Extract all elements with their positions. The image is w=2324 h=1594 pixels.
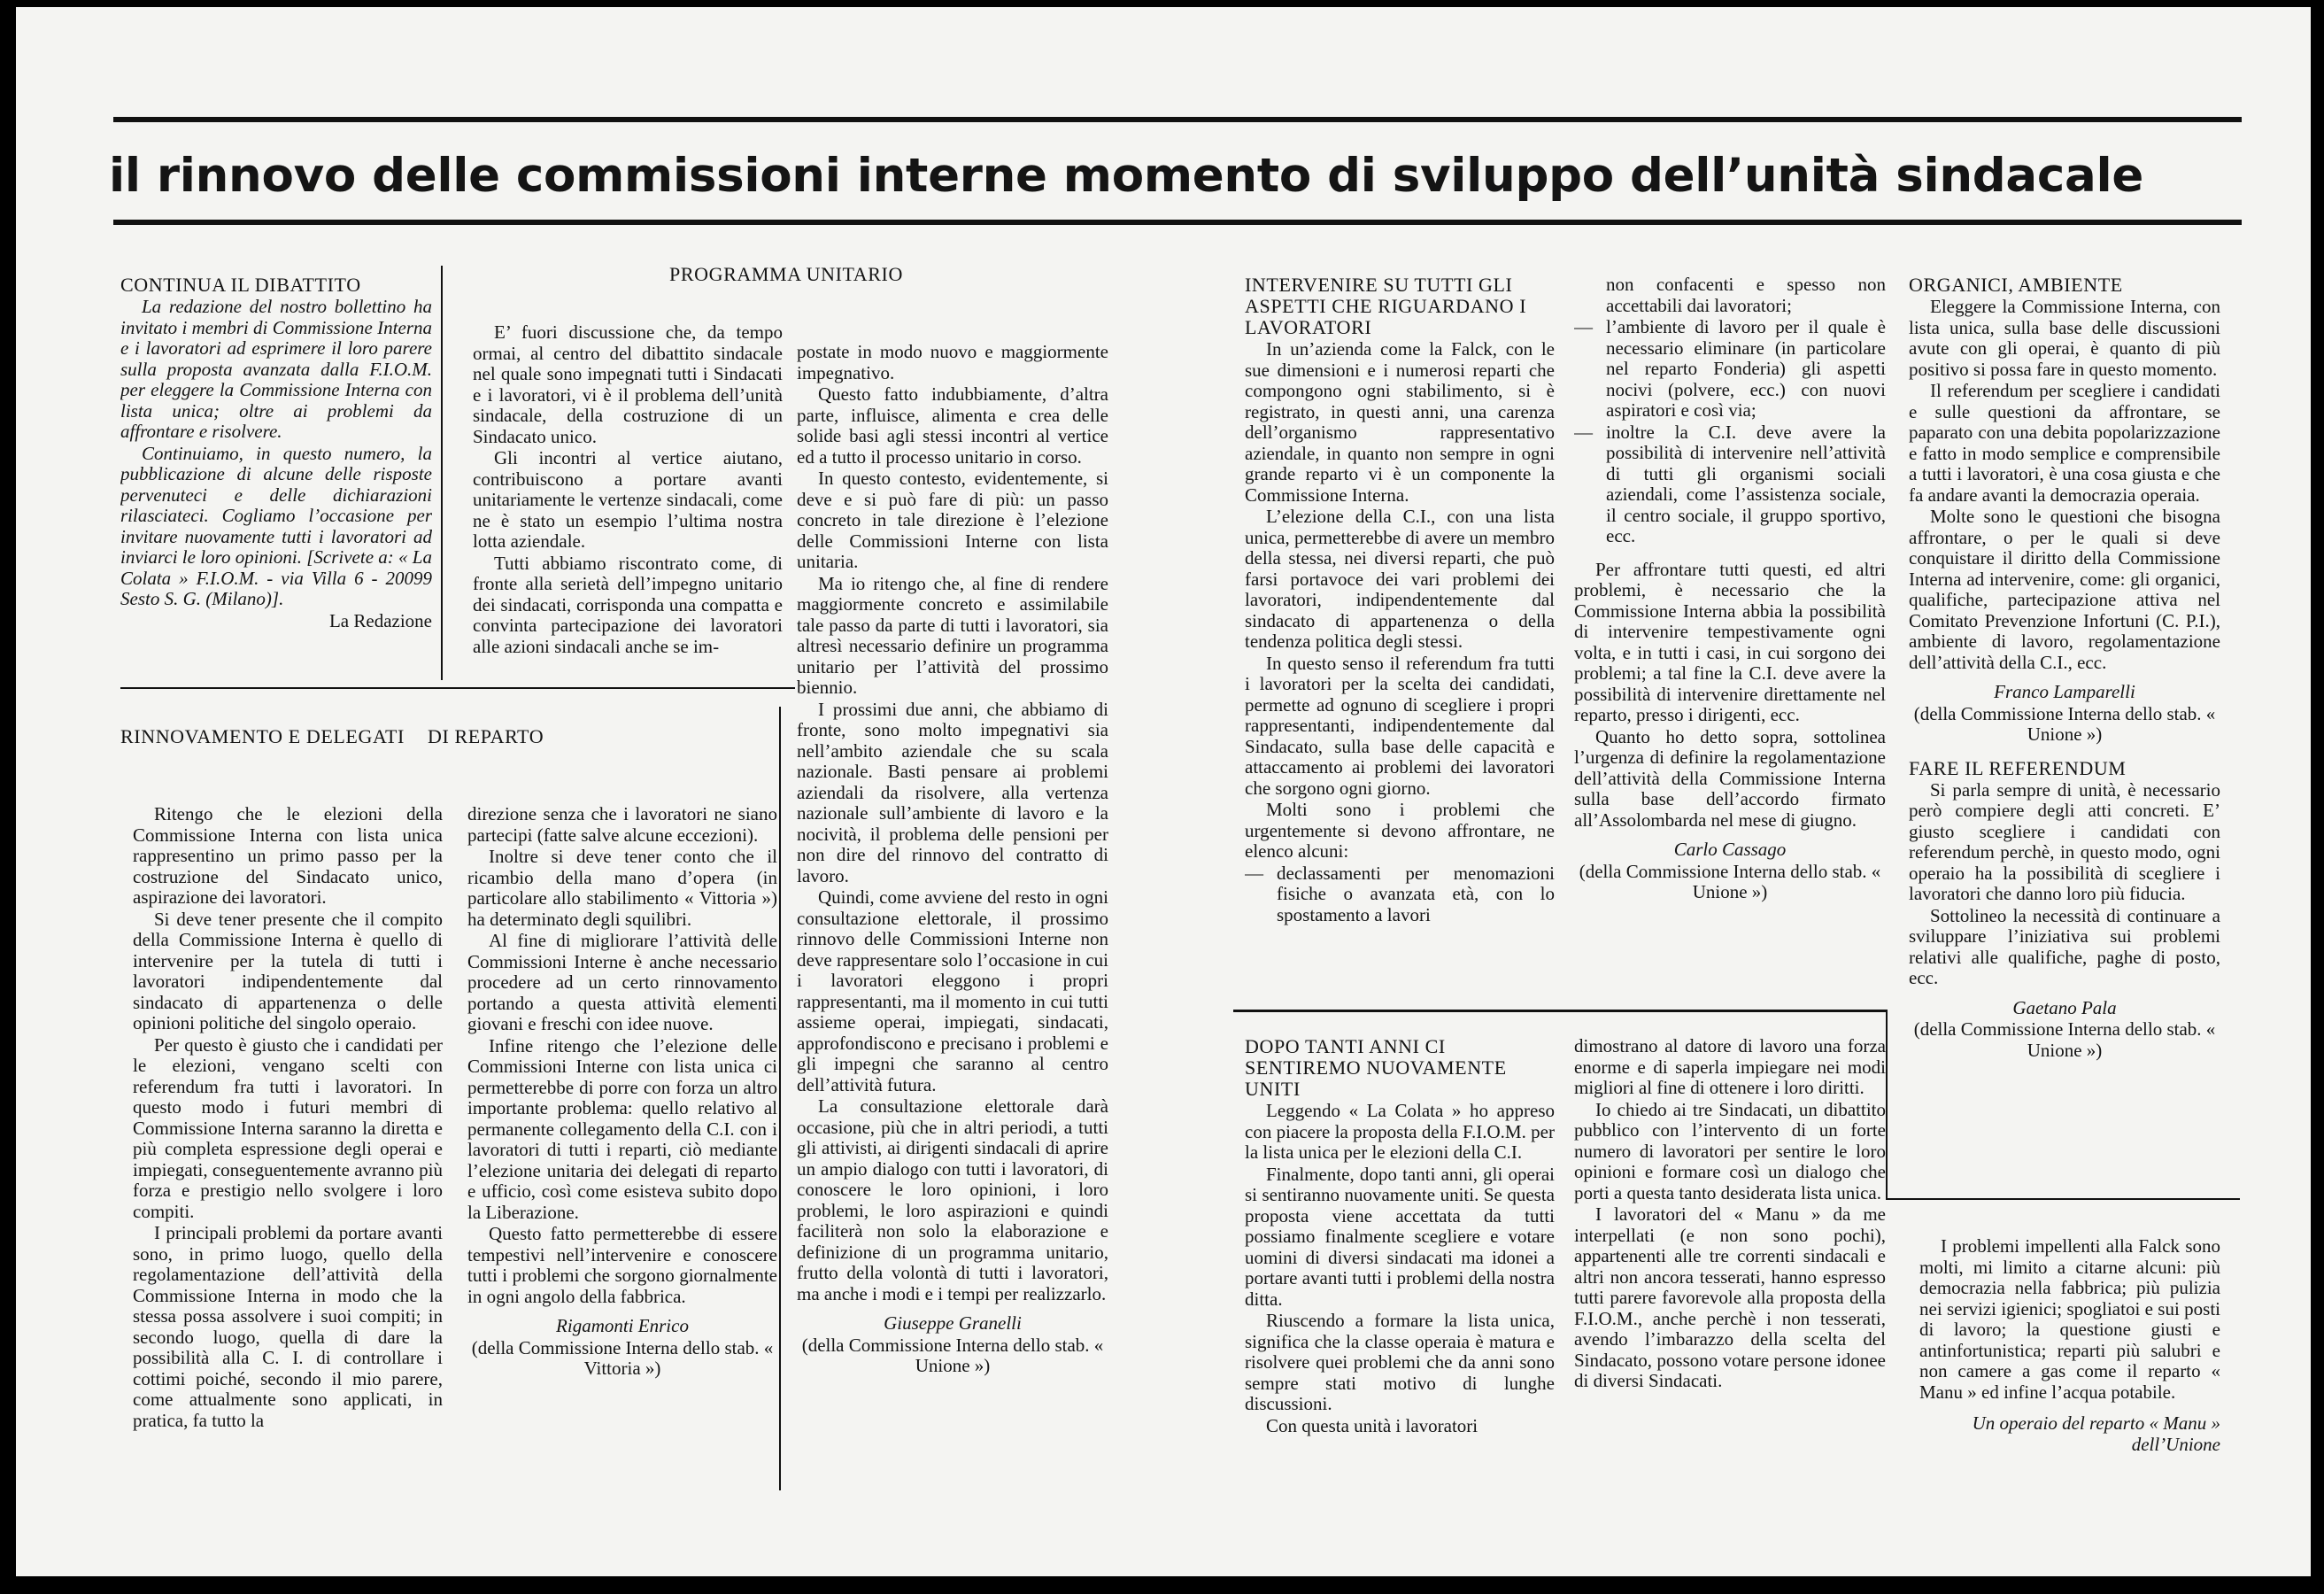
referendum-affiliation: (della Commissione Interna dello stab. « Unione ») [1913, 1018, 2216, 1061]
rinnovamento-col1-p3: Per questo è giusto che i candidati per le elezioni, vengano scelti con referendum fra tutti i lavoratori. In questo modo i futuri membri di Commissione Interna saranno la diretta e più completa espressione degli operai e impiegati, conseguentemente avranno più forza e prestigio nello svolgere i loro compiti. [133, 1033, 443, 1222]
dopo-col1-p3: Riuscendo a formare la lista unica, significa che la classe operaia è matura e risolvere quei problemi che da anni sono sempre stati motivo di lunghe discussioni. [1245, 1310, 1555, 1414]
continua-paragraph-1: La redazione del nostro bollettino ha invitato i membri di Commissione Interna e i lavoratori ad esprimere il loro parere sulla proposta avanzata dalla F.I.O.M. per eleggere la Commissione Interna con lista unica; oltre ai problemi da affrontare e risolvere. [120, 296, 432, 442]
intervenire-bullet-list-2 [1574, 317, 1886, 547]
programma-col1 [473, 322, 783, 685]
referendum-p2: Sottolineo la necessità di continuare a sviluppare l’iniziativa sui problemi relativi alle qualifiche, paghe di posto, ecc. [1909, 904, 2220, 988]
programma-col2-p7: La consultazione elettorale darà occasione, più che in altri periodi, a tutti gli attivisti, ai dirigenti sindacali di aprire un ampio dialogo con tutti i lavoratori, di conoscere le loro opinioni, i loro problemi, le loro aspirazioni e quindi faciliterà non solo la elaborazione e definizione di un programma unitario, frutto della volontà di tutti i lavoratori, ma anche i modi e i tempi per realizzarlo. [797, 1095, 1108, 1304]
falck-p1: I problemi impellenti alla Falck sono molti, mi limito a citarne alcuni: più democrazia nella fabbrica; più pulizia nei servizi igienici; spogliatoi e sui posti di lavoro; la questione giusti e antinfortunistica; reparti più salubri e non camere a gas come il reparto « Manu » ed infine l’acqua potabile. [1919, 1236, 2220, 1403]
rule-dopo-top [1233, 1010, 1887, 1012]
programma-col2-p2: Questo fatto indubbiamente, d’altra parte, influisce, alimenta e crea delle solide basi agli stessi incontri al vertice ed a tutto il processo unitario in corso. [797, 383, 1108, 468]
intervenire-bullet-2: — l’ambiente di lavoro per il quale è necessario eliminare (in particolare nel reparto Fonderia) gli aspetti nocivi (polvere, ecc.) con nuovi aspiratori e così via; [1574, 317, 1886, 422]
rinnovamento-col2-p3: Al fine di migliorare l’attività delle Commissioni Interne è anche necessario procedere ad un certo rinnovamento portando a questa attività elementi giovani e freschi con idee nuove. [467, 930, 777, 1034]
top-rule [113, 117, 2242, 122]
intervenire-col1 [1245, 275, 1555, 1008]
rinnovamento-col1 [133, 804, 443, 1495]
dopo-col2-p1: dimostrano al datore di lavoro una forza enorme e di saperla impiegare nei modi migliori al fine di ottenere i loro diritti. [1574, 1036, 1886, 1098]
rinnovamento-col1-p1: Ritengo che le elezioni della Commissione Interna con lista unica rappresentino un primo passo per la costruzione del Sindacato unico, aspirazione dei lavoratori. [133, 804, 443, 908]
rinnovamento-heading-part2: DI REPARTO [427, 726, 544, 747]
rule-programma-left [779, 707, 781, 1490]
organici-p2: Il referendum per scegliere i candidati e sulle questioni da affrontare, se paparato con una debita popolarizzazione e fatto in modo semplice e comprensibile a tutti i lavoratori, è una cosa giusta e che fa andare avanti la democrazia operaia. [1909, 380, 2220, 506]
programma-col2 [797, 342, 1108, 1493]
rule-dopo-right [1886, 1010, 1888, 1199]
rinnovamento-col2-p2: Inoltre si deve tener conto che il ricambio della mano d’opera (in particolare allo stabilimento « Vittoria ») ha determinato degli squilibri. [467, 846, 777, 930]
newspaper-page [16, 7, 2311, 1576]
headline: il rinnovo delle commissioni interne momento di sviluppo dell’unità sindacale [109, 149, 2143, 203]
organici-p3: Molte sono le questioni che bisogna affrontare, o per le quali si deve conquistare il diritto della Commissione Interna ad intervenire, come: gli organici, qualifiche, partecipazione attiva nel Comitato Prevenzione Infortuni (C. P.I.), ambiente di lavoro, regolamentazione dell’attività della C.I., ecc. [1909, 506, 2220, 673]
rinnovamento-col2-p5: Questo fatto permetterebbe di essere tempestivi nell’intervenire e conoscere tutti i problemi che sorgono giornalmente in ogni angolo della fabbrica. [467, 1223, 777, 1307]
rinnovamento-col2-p4: Infine ritengo che l’elezione delle Commissioni Interne con lista unica ci permetterebbe di porre con forza un altro importante problema: quello relativo al permanente collegamento della C.I. con i lavoratori di tutti i reparti, ciò mediante l’elezione unitaria dei delegati di reparto e ufficio, così come esisteva subito dopo la Liberazione. [467, 1034, 777, 1223]
falck-column [1919, 1236, 2220, 1502]
rule-left-horizontal [120, 687, 795, 689]
dopo-col2 [1574, 1036, 1886, 1497]
rinnovamento-affiliation: (della Commissione Interna dello stab. « Vittoria ») [471, 1336, 774, 1379]
organici-p1: Eleggere la Commissione Interna, con lista unica, sulla base delle discussioni avute con gli operai, è quanto di più positivo si possa fare in questo momento. [1909, 296, 2220, 380]
referendum-heading: FARE IL REFERENDUM [1909, 756, 2127, 779]
rinnovamento-heading-part1: RINNOVAMENTO E DELEGATI [120, 726, 405, 747]
dopo-col1-p1: Leggendo « La Colata » ho appreso con piacere la proposta della F.I.O.M. per la lista unica per le elezioni della C.I. [1245, 1100, 1555, 1163]
referendum-signature: Gaetano Pala [2012, 996, 2117, 1018]
intervenire-bullet-list-1 [1245, 863, 1555, 926]
intervenire-col1-p4: Molti sono i problemi che urgentemente si devono affrontare, ne elenco alcuni: [1245, 799, 1555, 862]
headline-bottom-rule [113, 220, 2242, 225]
programma-col2-p3: In questo contesto, evidentemente, si deve e si può fare di più: un passo concreto in tale direzione è l’elezione delle Commissioni Interne con lista unitaria. [797, 468, 1108, 572]
dopo-col1-p4: Con questa unità i lavoratori [1266, 1414, 1479, 1436]
intervenire-affiliation: (della Commissione Interna dello stab. « Unione ») [1579, 860, 1881, 902]
intervenire-bullet-1: — declassamenti per menomazioni fisiche o avanzata età, con lo spostamento a lavori [1245, 863, 1555, 926]
organici-affiliation: (della Commissione Interna dello stab. « Unione ») [1913, 702, 2216, 745]
continua-paragraph-2: Continuiamo, in questo numero, la pubblicazione di alcune delle risposte pervenuteci e delle dichiarazioni rilasciateci. Cogliamo l’occasione per invitare nuovamente tutti i lavoratori ad inviarci le loro opinioni. [Scrivete a: « La Colata » F.I.O.M. - via Villa 6 - 20099 Sesto S. G. (Milano)]. [120, 442, 432, 609]
intervenire-col2-p2: Quanto ho detto sopra, sottolinea l’urgenza di definire la regolamentazione dell’attività della Commissione Interna sulla base dell’accordo firmato all’Assolombarda nel mese di giugno. [1574, 725, 1886, 831]
programma-col1-p3: Tutti abbiamo riscontrato come, di fronte alla serietà dell’impegno unitario dei sindacati, corrisponda una compatta e convinta partecipazione dei lavoratori alle azioni sindacali anche se im- [473, 552, 783, 657]
programma-col2-p4: Ma io ritengo che, al fine di rendere maggiormente concreto e assimilabile tale passo da parte di tutti i lavoratori, sia altresì necessario definire un programma unitario per l’attività del prossimo biennio. [797, 572, 1108, 698]
intervenire-col2-p1: Per affrontare tutti questi, ed altri problemi, è necessario che la Commissione Interna abbia la possibilità di intervenire tempestivamente ogni volta, e in tutti i casi, in cui sorgono dei problemi; a tal fine la C.I. deve avere la possibilità di intervenire direttamente nel reparto, presso i dirigenti, ecc. [1574, 558, 1886, 725]
dopo-col2-p3: I lavoratori del « Manu » da me interpellati (e non sono pochi), appartenenti alle tre correnti sindacali e altri non ancora tesserati, hanno espresso tutti parere favorevole alla proposta della F.I.O.M., anche perchè i non tesserati, avendo l’imbarazzo della scelta del Sindacato, possono votare persone idonee di diversi Sindacati. [1574, 1203, 1886, 1391]
intervenire-col1-p2: L’elezione della C.I., con una lista unica, permetterebbe di avere un membro della stessa, nei diversi reparti, che può farsi portavoce dei vari problemi dei lavoratori, indipendentemente dal sindacato di appartenenza o della tendenza politica degli stessi. [1245, 506, 1555, 652]
programma-affiliation: (della Commissione Interna dello stab. « Unione ») [801, 1334, 1104, 1376]
intervenire-bullet-3: — inoltre la C.I. deve avere la possibilità di intervenire nell’attività di tutti gli organismi sociali aziendali, come l’assistenza sociale, il centro sociale, il gruppo sportivo, ecc. [1574, 422, 1886, 547]
rinnovamento-heading-box [120, 726, 793, 758]
programma-signature: Giuseppe Granelli [884, 1312, 1022, 1334]
dopo-col1 [1245, 1036, 1555, 1497]
organici-signature: Franco Lamparelli [1994, 681, 2135, 702]
programma-col1-p2: Gli incontri al vertice aiutano, contribuiscono a portare avanti unitariamente le vertenze sindacali, come ne è stato un esempio l’ultima nostra lotta aziendale. [473, 447, 783, 552]
dopo-heading: DOPO TANTI ANNI CI SENTIREMO NUOVAMENTE UNITI [1245, 1036, 1507, 1100]
intervenire-col2-lead: non confacenti e spesso non accettabili dai lavoratori; [1606, 275, 1886, 316]
intervenire-heading: INTERVENIRE SU TUTTI GLI ASPETTI CHE RIGUARDANO I LAVORATORI [1245, 275, 1527, 338]
programma-heading-box [476, 264, 1096, 299]
programma-col1-p1: E’ fuori discussione che, da tempo ormai, al centro del dibattito sindacale nel quale sono impegnati tutti i Sindacati e i lavoratori, vi è il problema dell’unità sindacale, della costruzione di un Sindacato unico. [473, 322, 783, 447]
rule-continua-right [441, 266, 443, 680]
rinnovamento-heading [120, 726, 793, 747]
dopo-col2-p2: Io chiedo ai tre Sindacati, un dibattito pubblico con l’intervento di un forte numero di lavoratori per sentire le loro opinioni e formare così un dialogo che porti a questa tanto desiderata lista unica. [1574, 1098, 1886, 1203]
rinnovamento-col2 [467, 804, 777, 1495]
rinnovamento-col1-p4: I principali problemi da portare avanti sono, in primo luogo, quello della regolamentazione dell’attività della Commissione Interna in modo che la stessa possa assolvere i suoi compiti; in secondo luogo, quella di dare la possibilità alla C. I. di controllare i cottimi poiché, secondo il mio parere, come attualmente sono applicati, in pratica, fa tutto la [133, 1222, 443, 1431]
rinnovamento-col2-p1: direzione senza che i lavoratori ne siano partecipi (fatte salve alcune eccezioni). [467, 804, 777, 846]
rule-referendum-bottom [1886, 1198, 2240, 1200]
programma-col2-p6: Quindi, come avviene del resto in ogni consultazione elettorale, il prossimo rinnovo delle Commissioni Interne non deve rappresentare solo l’occasione in cui i lavoratori eleggono i propri rappresentanti, ma il momento in cui tutti assieme operai, impiegati, sindacati, approfondiscono e precisano i problemi e gli impegni che saranno al centro dell’attività futura. [797, 886, 1108, 1095]
referendum-p1: Si parla sempre di unità, è necessario però compiere degli atti concreti. E’ giusto scegliere i candidati con referendum perchè, in questo modo, ogni operaio ha la possibilità di scegliere i lavoratori che danno loro più fiducia. [1909, 778, 2220, 904]
rinnovamento-col1-p2: Si deve tener presente che il compito della Commissione Interna è quello di intervenire per la tutela di tutti i lavoratori indipendentemente dal sindacato di appartenenza o delle opinioni politiche del singolo operaio. [133, 908, 443, 1033]
continua-heading: CONTINUA IL DIBATTITO [120, 275, 361, 296]
organici-heading: ORGANICI, AMBIENTE [1909, 275, 2123, 296]
intervenire-col1-p1: In un’azienda come la Falck, con le sue dimensioni e i numerosi reparti che compongono ogni stabilimento, si è registrato, in questi anni, una carenza dell’organismo rappresentativo aziendale, in quanto non sempre in ogni grande reparto vi è un componente la Commissione Interna. [1245, 338, 1555, 506]
intervenire-signature: Carlo Cassago [1673, 839, 1787, 860]
programma-col2-p5: I prossimi due anni, che abbiamo di fronte, sono molto impegnativi sia nell’ambito aziendale che su scala nazionale. Basti pensare ai problemi aziendali da risolvere, alla vertenza nazionale sull’ambiente di lavoro e la nocività, il problema delle pensioni per non dire del rinnovo del contratto di lavoro. [797, 698, 1108, 886]
programma-col2-p1: postate in modo nuovo e maggiormente impegnativo. [797, 342, 1108, 383]
rinnovamento-signature: Rigamonti Enrico [556, 1315, 689, 1336]
falck-signature: Un operaio del reparto « Manu » dell’Unione [1972, 1412, 2220, 1455]
intervenire-col1-p3: In questo senso il referendum fra tutti i lavoratori per la scelta dei candidati, permette ad ognuno di scegliere i propri rappresentanti, indipendentemente dal Sindacato, sulla base delle capacità e attaccamento ai problemi dei lavoratori che sorgono ogni giorno. [1245, 652, 1555, 799]
continua-signature: La Redazione [328, 609, 432, 631]
organici-column [1909, 275, 2220, 1196]
section-continua [120, 275, 432, 685]
intervenire-col2 [1574, 275, 1886, 1008]
dopo-col1-p2: Finalmente, dopo tanti anni, gli operai si sentiranno nuovamente uniti. Se questa proposta viene accettata da tutti possiamo finalmente scegliere e votare uomini di diversi sindacati ma idonei a portare avanti tutti i problemi della nostra ditta. [1245, 1163, 1555, 1310]
programma-heading: PROGRAMMA UNITARIO [669, 264, 903, 285]
